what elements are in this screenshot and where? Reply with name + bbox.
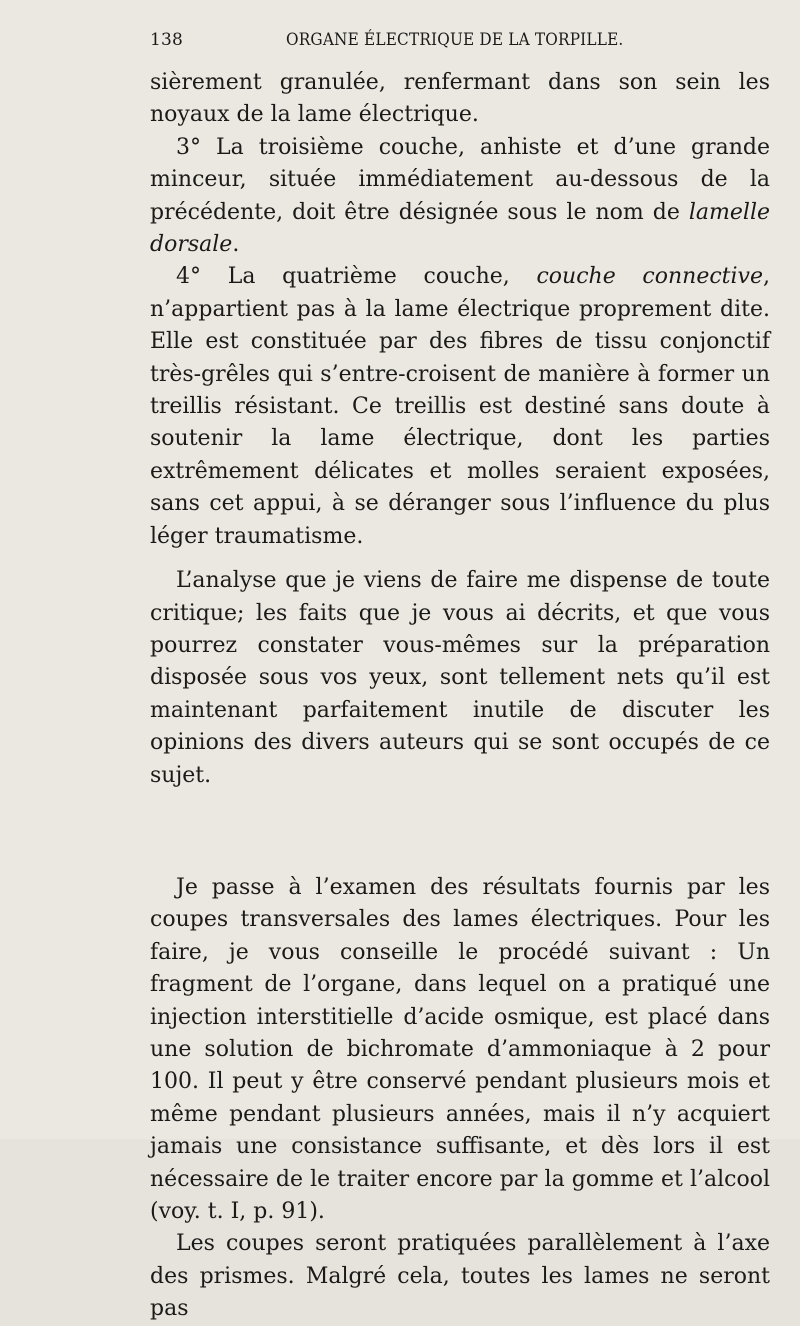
- paragraph-gap: [150, 553, 770, 565]
- paragraph-continued: sièrement granulée, renfermant dans son sein les noyaux de la lame électrique.: [150, 70, 770, 128]
- paragraph-cuts: Les coupes seront pratiquées parallèlement à l’axe des prismes. Malgré cela, toutes les lames ne seront pas: [150, 1231, 770, 1322]
- italic-term: lamelle dorsale: [150, 199, 770, 258]
- page-number: 138: [150, 30, 184, 50]
- running-title: ORGANE ÉLECTRIQUE DE LA TORPILLE.: [286, 30, 624, 50]
- paragraph-transverse-sections: Je passe à l’examen des résultats fournis par les coupes transversales des lames électriques. Pour les faire, je vous conseille le procédé suivant : Un fragment de l’organe, dans lequel on a pratiqué une injection interstitielle d’acide osmique, est placé dans une solution de bichromate d’ammoniaque à 2 pour 100. Il peut y être conservé pendant plusieurs mois et même pendant plusieurs années, mais il n’y acquiert jamais une consistance suffisante, et dès lors il est nécessaire de le traiter encore par la gomme et l’alcool (voy. t. I, p. 91).: [150, 874, 770, 1224]
- paragraph-third-layer: [150, 132, 770, 262]
- text-run: 3° La troisième couche, anhiste et d’une grande minceur, située immédiatement au-dessous de la précédente, doit être désignée sous le nom de: [150, 134, 770, 225]
- section-gap: [150, 792, 770, 872]
- running-head: [150, 30, 770, 56]
- italic-term: couche connective: [536, 264, 763, 290]
- text-run: .: [232, 232, 240, 258]
- text-run: , n’appartient pas à la lame électrique proprement dite. Elle est constituée par des fibres de tissu conjonctif très-grêles qui s’entre-croisent de manière à former un treillis résistant. Ce treillis est destiné sans doute à soutenir la lame électrique, dont les parties extrêmement délicates et molles seraient exposées, sans cet appui, à se déranger sous l’influence du plus léger traumatisme.: [150, 264, 770, 549]
- paragraph-fourth-layer: [150, 261, 770, 553]
- text-run: 4° La quatrième couche,: [176, 264, 537, 290]
- body-text: [150, 67, 770, 1326]
- paragraph-analysis: L’analyse que je viens de faire me dispense de toute critique; les faits que je vous ai décrits, et que vous pourrez constater vous-mêmes sur la préparation disposée sous vos yeux, sont tellement nets qu’il est maintenant parfaitement inutile de discuter les opinions des divers auteurs qui se sont occupés de ce sujet.: [150, 568, 770, 788]
